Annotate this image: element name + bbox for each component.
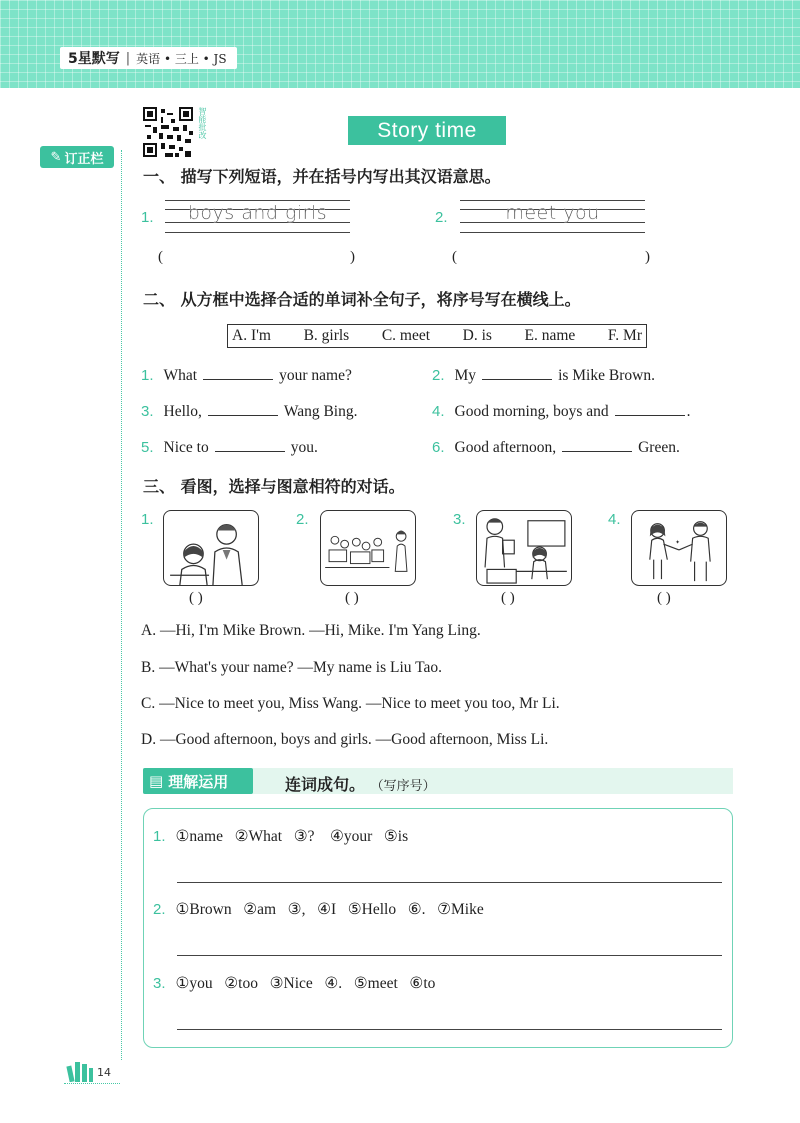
s2-item4-blank[interactable] bbox=[615, 402, 685, 416]
pic3-answer[interactable]: ( ) bbox=[501, 590, 515, 606]
s2-item5-blank[interactable] bbox=[215, 438, 285, 452]
s2-item1-after: your name? bbox=[279, 367, 352, 384]
s2-item6-after: Green. bbox=[638, 439, 680, 456]
s2-item6-number: 6. bbox=[432, 439, 445, 456]
footer-dotted-line bbox=[64, 1083, 120, 1084]
pic4-number: 4. bbox=[608, 511, 621, 528]
s2-item2-before: My bbox=[454, 367, 477, 384]
option-c: C. —Nice to meet you, Miss Wang. —Nice to meet you too, Mr Li. bbox=[141, 695, 560, 712]
s2-item5-number: 5. bbox=[141, 439, 154, 456]
s4-item1-words: ①name ②What ③? ④your ⑤is bbox=[175, 828, 409, 845]
story-time-banner: Story time bbox=[348, 116, 506, 145]
page-number: 14 bbox=[97, 1066, 111, 1079]
option-b: B. —What's your name? —My name is Liu Tao. bbox=[141, 659, 443, 676]
s2-item3 bbox=[141, 402, 358, 421]
choice-f: F. Mr bbox=[607, 327, 642, 344]
s2-item1-blank[interactable] bbox=[203, 366, 273, 380]
section3-title: 三、 看图，选择与图意相符的对话。 bbox=[143, 477, 405, 496]
s1-item2-writing-lines bbox=[460, 200, 645, 232]
header-tab bbox=[60, 47, 237, 69]
s1-item2-paren-close: ) bbox=[645, 249, 650, 265]
word-choice-box bbox=[227, 324, 647, 348]
picture-1-greeting bbox=[163, 510, 259, 586]
s2-item2-after: is Mike Brown. bbox=[558, 367, 655, 384]
s1-item1-writing-lines bbox=[165, 200, 350, 232]
s4-item2-number: 2. bbox=[153, 901, 166, 918]
pic1-answer[interactable]: ( ) bbox=[189, 590, 203, 606]
book-icon: ▤ bbox=[149, 772, 164, 790]
header-separator: | bbox=[125, 50, 131, 66]
s4-item3-answer-line[interactable] bbox=[177, 1029, 722, 1030]
s2-item4-before: Good morning, boys and bbox=[454, 403, 609, 420]
usage-title bbox=[285, 772, 436, 795]
s2-item2-blank[interactable] bbox=[482, 366, 552, 380]
qr-code-icon[interactable] bbox=[143, 107, 193, 157]
s2-item5-after: you. bbox=[290, 439, 318, 456]
brand-label: 5星默写 bbox=[68, 51, 120, 67]
s4-item3 bbox=[153, 974, 435, 993]
s2-item3-number: 3. bbox=[141, 403, 154, 420]
s1-item1-paren-close: ) bbox=[350, 249, 355, 265]
picture-4-handshake bbox=[631, 510, 727, 586]
pic3-number: 3. bbox=[453, 511, 466, 528]
s2-item3-before: Hello, bbox=[163, 403, 202, 420]
usage-tag-label: 理解运用 bbox=[168, 772, 229, 791]
s2-item6 bbox=[432, 438, 680, 457]
header-subtitle: 英语 • 三上 • JS bbox=[136, 51, 227, 66]
pic2-answer[interactable]: ( ) bbox=[345, 590, 359, 606]
s2-item6-blank[interactable] bbox=[562, 438, 632, 452]
header-band bbox=[0, 0, 800, 88]
s2-item5 bbox=[141, 438, 318, 457]
usage-tag bbox=[143, 768, 253, 794]
picture-2-classroom bbox=[320, 510, 416, 586]
usage-title-hint: （写序号） bbox=[370, 779, 436, 794]
qr-caption: 智能批改 bbox=[198, 107, 207, 139]
pic1-number: 1. bbox=[141, 511, 154, 528]
svg-text:✦: ✦ bbox=[675, 540, 680, 547]
s4-item1 bbox=[153, 827, 408, 846]
s4-item3-number: 3. bbox=[153, 975, 166, 992]
choice-e: E. name bbox=[524, 327, 576, 344]
s2-item5-before: Nice to bbox=[163, 439, 209, 456]
correction-tag bbox=[40, 146, 114, 168]
s4-item2-answer-line[interactable] bbox=[177, 955, 722, 956]
correction-margin-line bbox=[121, 150, 122, 1060]
choice-d: D. is bbox=[462, 327, 492, 344]
pic4-answer[interactable]: ( ) bbox=[657, 590, 671, 606]
s4-item2 bbox=[153, 900, 484, 919]
s2-item3-blank[interactable] bbox=[208, 402, 278, 416]
s2-item4-number: 4. bbox=[432, 403, 445, 420]
s1-item2-paren-open: ( bbox=[452, 249, 457, 265]
usage-title-text: 连词成句。 bbox=[285, 775, 366, 794]
s4-item1-answer-line[interactable] bbox=[177, 882, 722, 883]
s2-item6-before: Good afternoon, bbox=[454, 439, 557, 456]
choice-c: C. meet bbox=[381, 327, 431, 344]
section2-title: 二、 从方框中选择合适的单词补全句子，将序号写在横线上。 bbox=[143, 290, 581, 309]
s1-item2-phrase: meet you bbox=[505, 202, 600, 224]
option-a: A. —Hi, I'm Mike Brown. —Hi, Mike. I'm Yang Ling. bbox=[141, 622, 481, 639]
s2-item4 bbox=[432, 402, 691, 421]
s2-item1-number: 1. bbox=[141, 367, 154, 384]
s1-item1-number: 1. bbox=[141, 209, 154, 226]
books-icon bbox=[66, 1060, 96, 1082]
s2-item2 bbox=[432, 366, 655, 385]
picture-3-introduction bbox=[476, 510, 572, 586]
s1-item1-phrase: boys and girls bbox=[187, 202, 328, 224]
option-d: D. —Good afternoon, boys and girls. —Good afternoon, Miss Li. bbox=[141, 731, 549, 748]
s1-item1-paren-open: ( bbox=[158, 249, 163, 265]
s2-item4-after: . bbox=[686, 403, 691, 420]
s4-item3-words: ①you ②too ③Nice ④. ⑤meet ⑥to bbox=[175, 975, 436, 992]
pencil-icon: ✎ bbox=[50, 149, 62, 165]
s2-item3-after: Wang Bing. bbox=[283, 403, 358, 420]
s4-item2-words: ①Brown ②am ③, ④I ⑤Hello ⑥. ⑦Mike bbox=[175, 901, 484, 918]
s4-item1-number: 1. bbox=[153, 828, 166, 845]
s2-item1-before: What bbox=[163, 367, 198, 384]
s2-item2-number: 2. bbox=[432, 367, 445, 384]
s2-item1 bbox=[141, 366, 352, 385]
s1-item2-number: 2. bbox=[435, 209, 448, 226]
correction-label: 订正栏 bbox=[64, 151, 104, 167]
section1-title: 一、 描写下列短语，并在括号内写出其汉语意思。 bbox=[143, 167, 501, 186]
choice-b: B. girls bbox=[303, 327, 350, 344]
pic2-number: 2. bbox=[296, 511, 309, 528]
choice-a: A. I'm bbox=[232, 327, 271, 344]
